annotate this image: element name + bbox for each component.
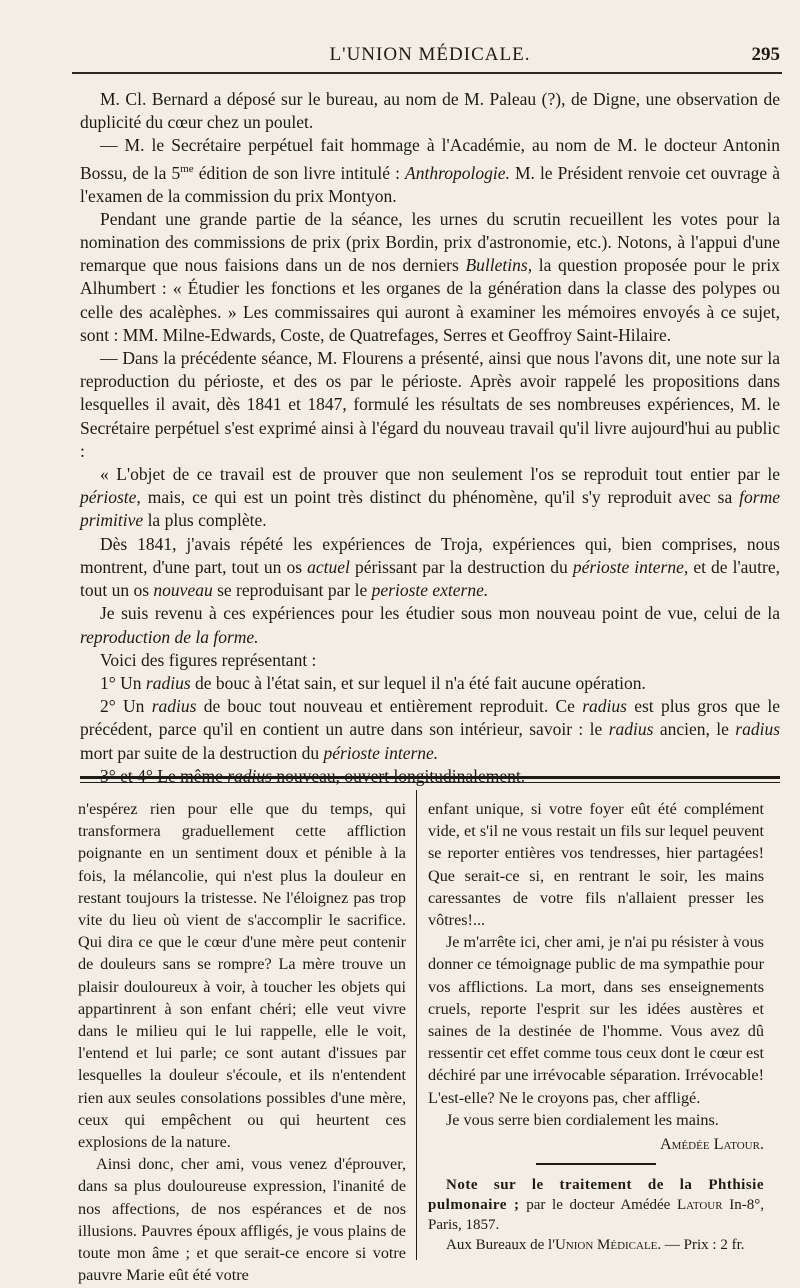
quote-paragraph: « L'objet de ce travail est de prouver que non seulement l'os se reproduit tout entier par le périoste, mais, ce qui est un point très distinct du phénomène, qu'il s'y reproduit avec sa forme primitive la plus complète. <box>80 464 780 531</box>
paragraph: — Dans la précédente séance, M. Flourens a présenté, ainsi que nous l'avons dit, une note sur la reproduction du périoste, et des os par le périoste. Après avoir rappelé les propositions dans lesquelles il avait, dès 1841 et 1847, formulé les résultats de ses nombreuses expériences, M. le Secrétaire perpétuel s'est exprimé ainsi à l'égard du nouveau travail qu'il livre aujourd'hui au public : <box>80 348 780 461</box>
book-notice: Note sur le traitement de la Phthisie pulmonaire ; par le docteur Amédée Latour In-8°, Paris, 1857. <box>428 1177 764 1234</box>
feuilleton-right-column <box>428 798 764 1255</box>
feuilleton-rule <box>80 776 780 779</box>
quote-paragraph: Dès 1841, j'avais répété les expériences de Troja, expériences qui, bien comprises, nous montrent, d'une part, tout un os actuel périssant par la destruction du périoste interne, et de l'autre, tout un os nouveau se reproduisant par le perioste externe. <box>80 533 781 601</box>
quote-paragraph: 3° et 4° Le même radius nouveau, ouvert longitudinalement. <box>100 765 526 786</box>
page-number: 295 <box>751 44 780 65</box>
paragraph: — M. le Secrétaire perpétuel fait hommage à l'Académie, au nom de M. le docteur Antonin Bossu, de la $5^{me}$ édition de son livre intitulé : Anthropologie. M. le Président renvoie cet ouvrage à l'examen de la commission du prix Montyon. <box>80 135 780 206</box>
paragraph: n'espérez rien pour elle que du temps, qui transformera graduellement cette affliction poignante en un sentiment doux et pénible à la fois, la mélancolie, qui n'est plus la douleur en restant toujours la tristesse. Ne l'éloignez pas trop vite du lieu où vient de s'accomplir le sacrifice. Qui dira ce que le cœur d'une mère peut contenir de douleurs sans se rompre? La mère trouve un plaisir douloureux à voir, à toucher les objets qui appartinrent à son enfant chéri; elle veut vivre dans le milieu qui le lui rappelle, elle le voit, l'entend et lui parle; ce sont autant d'issues par lesquelles la douleur s'écoule, et ils n'entendent rien aux seules consolations possibles d'une mère, ceux qui empêchent ou qui heurtent ces explosions de la nature. <box>78 800 406 1152</box>
feuilleton-rule-thin <box>80 782 780 783</box>
feuilleton-left-column <box>78 798 406 1286</box>
paragraph: Pendant une grande partie de la séance, les urnes du scrutin recueillent les votes pour la nomination des commissions de prix (prix Bordin, prix d'astronomie, etc.). Notons, à l'appui d'une remarque que nous faisions dans un de nos derniers Bulletins, la question proposée pour le prix Alhumbert : « Étudier les fonctions et les organes de la génération dans la classe des polypes ou celle des acalèphes. » Les commissaires qui auront à examiner les mémoires envoyés à ce sujet, sont : MM. Milne-Edwards, Coste, de Quatrefages, Serres et Geoffroy Saint-Hilaire. <box>80 208 780 345</box>
paragraph: M. Cl. Bernard a déposé sur le bureau, au nom de M. Paleau (?), de Digne, une observation de duplicité du cœur chez un poulet. <box>80 89 780 133</box>
page-header <box>80 40 780 70</box>
academy-report <box>80 88 780 788</box>
note-rule <box>536 1163 656 1165</box>
quote-paragraph: 2° Un radius de bouc tout nouveau et entièrement reproduit. Ce radius est plus gros que le précédent, parce qu'il en contient un autre dans son intérieur, savoir : le radius ancien, le radius mort par suite de la destruction du périoste interne. <box>80 696 780 763</box>
journal-title: L'UNION MÉDICALE. <box>329 44 531 65</box>
header-rule <box>72 72 782 74</box>
paragraph: enfant unique, si votre foyer eût été complément vide, et s'il ne vous restait un fils sur lequel peuvent se reporter entières vos tendresses, hier partagées! Que serait-ce si, en rentrant le soir, les mains caressantes de votre fils n'allaient presser les vôtres!... <box>428 800 764 930</box>
paragraph: Ainsi donc, cher ami, vous venez d'éprouver, dans sa plus douloureuse expression, l'inanité de nos affections, de nos espérances et de nos illusions. Pauvres époux affligés, je vous plains de toute mon âme ; et que serait-ce encore si votre pauvre Marie eût été votre <box>78 1155 406 1285</box>
quote-paragraph: Voici des figures représentant : <box>100 649 317 670</box>
paragraph: Je m'arrête ici, cher ami, je n'ai pu résister à vous donner ce témoignage public de ma sympathie pour vos afflictions. La mort, dans ses enseignements cruels, reporte l'esprit sur les idées austères et saines de la destinée de l'homme. Vous avez dû ressentir cet effet comme tous ceux dont le cœur est déchiré par une irrévocable séparation. Irrévocable! L'est-elle? Ne le croyons pas, cher affligé. <box>428 933 764 1107</box>
quote-paragraph: 1° Un radius de bouc à l'état sain, et sur lequel il n'a été fait aucune opération. <box>100 672 646 693</box>
signature: Amédée Latour. <box>659 1135 764 1154</box>
book-price: Aux Bureaux de l'Union Médicale. — Prix : 2 fr. <box>446 1237 745 1254</box>
quote-paragraph: Je suis revenu à ces expériences pour les étudier sous mon nouveau point de vue, celui de la reproduction de la forme. <box>80 603 780 647</box>
column-divider <box>416 790 417 1260</box>
paragraph: Je vous serre bien cordialement les mains. <box>446 1110 719 1129</box>
